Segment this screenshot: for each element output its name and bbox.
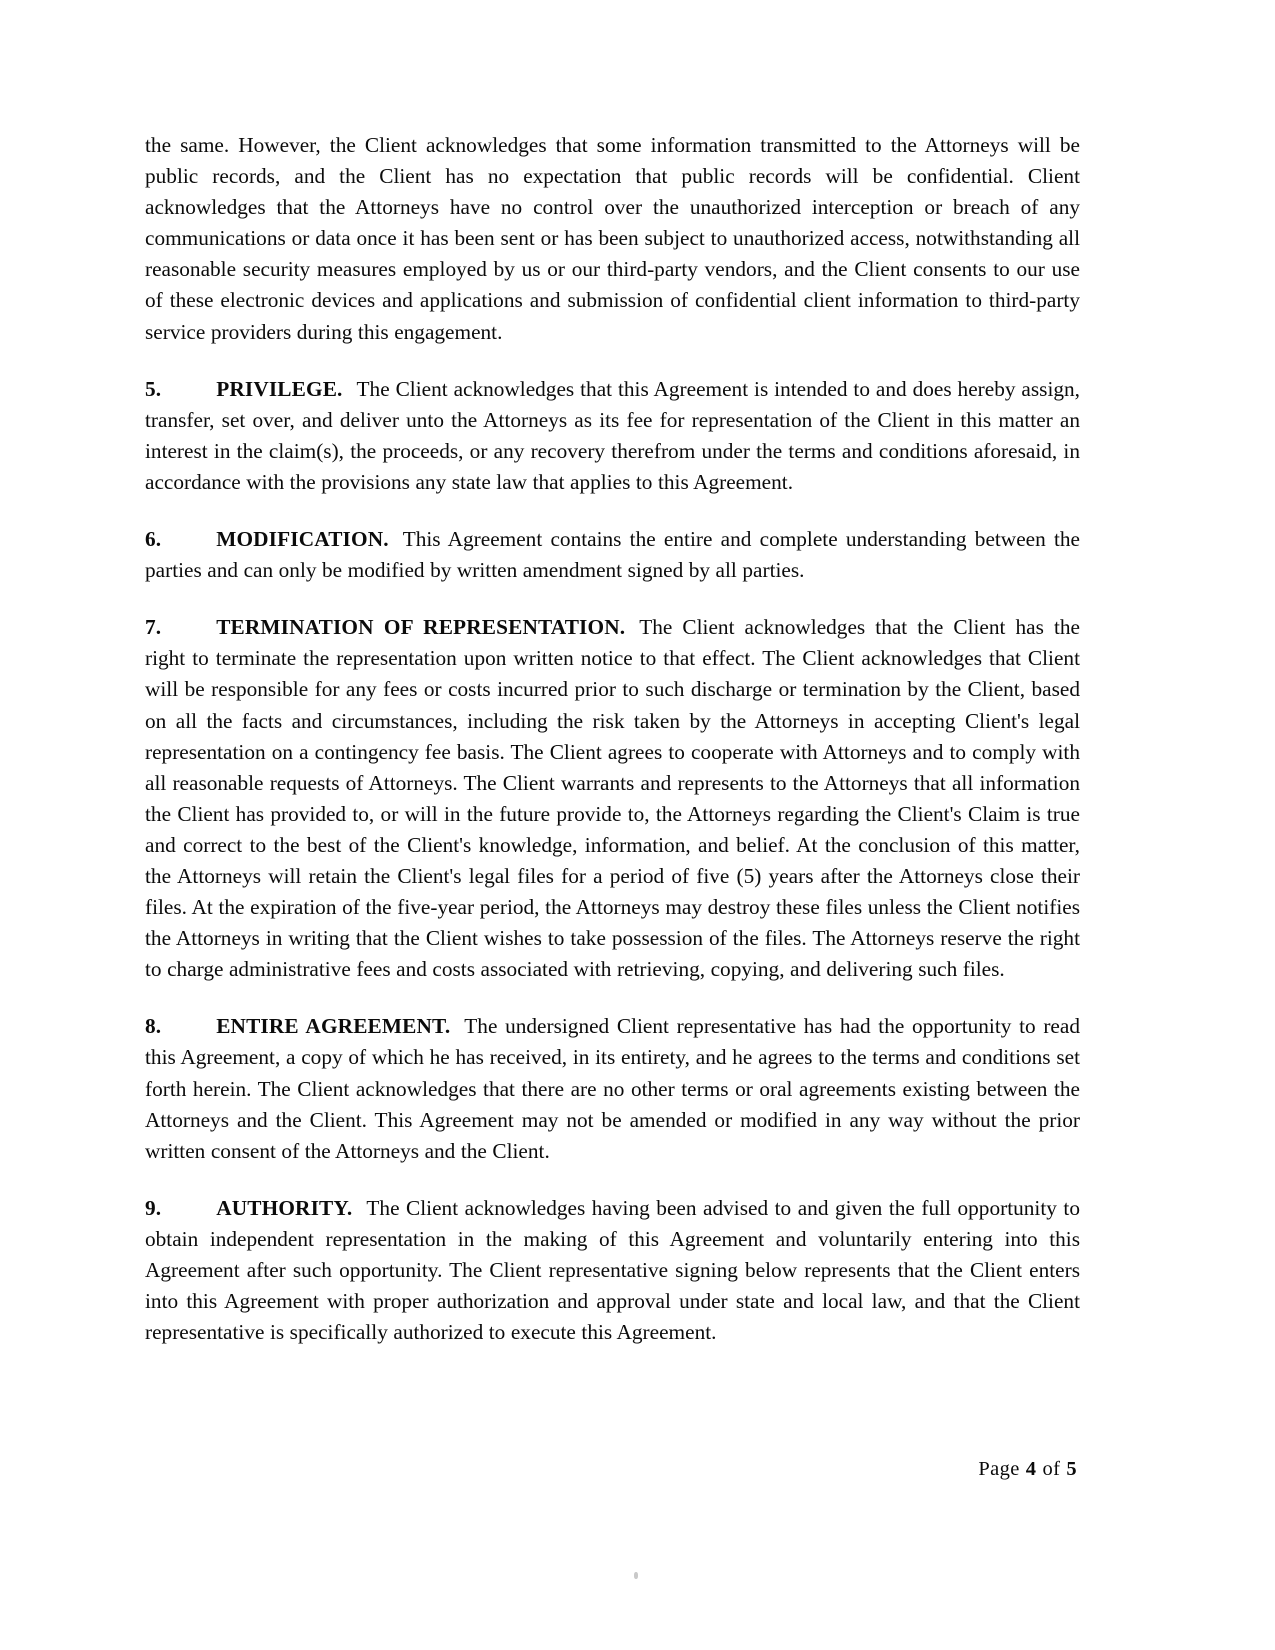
page-footer-total: 5 [1066,1458,1077,1480]
section-6-heading: MODIFICATION. [216,527,389,552]
page-footer-number: 4 [1025,1458,1037,1480]
section-7-body: The Client acknowledges that the Client has the right to terminate the representation upon written notice to that effect. The Client acknowledges that Client will be responsible for any fees or costs incurred prior to such discharge or termination by the Client, based on all the facts and circumstances, including the risk taken by the Attorneys in accepting Client's legal representation on a contingency fee basis. The Client agrees to cooperate with Attorneys and to comply with all reasonable requests of Attorneys. The Client warrants and represents to the Attorneys that all information the Client has provided to, or will in the future provide to, the Attorneys regarding the Client's Claim is true and correct to the best of the Client's knowledge, information, and belief. At the conclusion of this matter, the Attorneys will retain the Client's legal files for a period of five (5) years after the Attorneys close their files. At the expiration of the five-year period, the Attorneys may destroy these files unless the Client notifies the Attorneys in writing that the Client wishes to take possession of the files. The Attorneys reserve the right to charge administrative fees and costs associated with retrieving, copying, and delivering such files. [145,615,1081,982]
page-footer [145,1455,1080,1483]
page-body [145,130,1080,1374]
paragraph-continued-text: the same. However, the Client acknowledges that some information transmitted to the Attorneys will be public records, and the Client has no expectation that public records will be confidential. Client acknowledges that the Attorneys have no control over the unauthorized interception or breach of any communications or data once it has been sent or has been subject to unauthorized access, notwithstanding all reasonable security measures employed by us or our third-party vendors, and the Client consents to our use of these electronic devices and applications and submission of confidential client information to third-party service providers during this engagement. [145,133,1080,344]
section-5-heading: PRIVILEGE. [216,376,343,401]
section-9-number: 9. [145,1195,162,1220]
page-footer-of: of [1042,1458,1061,1480]
page-footer-label: Page [978,1458,1020,1480]
section-7-heading: TERMINATION OF REPRESENTATION. [216,615,626,640]
section-5-body: The Client acknowledges that this Agreement is intended to and does hereby assign, transfer, set over, and deliver unto the Attorneys as its fee for representation of the Client in this matter an interest in the claim(s), the proceeds, or any recovery therefrom under the terms and conditions aforesaid, in accordance with the provisions any state law that applies to this Agreement. [145,376,1080,494]
section-9-authority [145,1193,1080,1348]
section-8-body: The undersigned Client representative has had the opportunity to read this Agreement, a copy of which he has received, in its entirety, and he agrees to the terms and conditions set forth herein. The Client acknowledges that there are no other terms or oral agreements existing between the Attorneys and the Client. This Agreement may not be amended or modified in any way without the prior written consent of the Attorneys and the Client. [145,1014,1080,1163]
section-7-termination [145,612,1080,985]
section-7-number: 7. [145,615,162,640]
section-6-number: 6. [145,527,162,552]
paragraph-continued [145,130,1080,348]
section-9-heading: AUTHORITY. [216,1195,353,1220]
section-8-heading: ENTIRE AGREEMENT. [216,1014,451,1039]
section-8-entire-agreement [145,1011,1080,1166]
section-5-privilege [145,374,1080,498]
section-8-number: 8. [145,1014,162,1039]
section-9-body: The Client acknowledges having been advised to and given the full opportunity to obtain independent representation in the making of this Agreement and voluntarily entering into this Agreement after such opportunity. The Client representative signing below represents that the Client enters into this Agreement with proper authorization and approval under state and local law, and that the Client representative is specifically authorized to execute this Agreement. [145,1195,1080,1345]
section-6-modification [145,524,1080,586]
section-5-number: 5. [145,376,162,401]
scan-artifact-speck [634,1572,638,1579]
section-6-body: This Agreement contains the entire and complete understanding between the parties and can only be modified by written amendment signed by all parties. [145,527,1080,583]
